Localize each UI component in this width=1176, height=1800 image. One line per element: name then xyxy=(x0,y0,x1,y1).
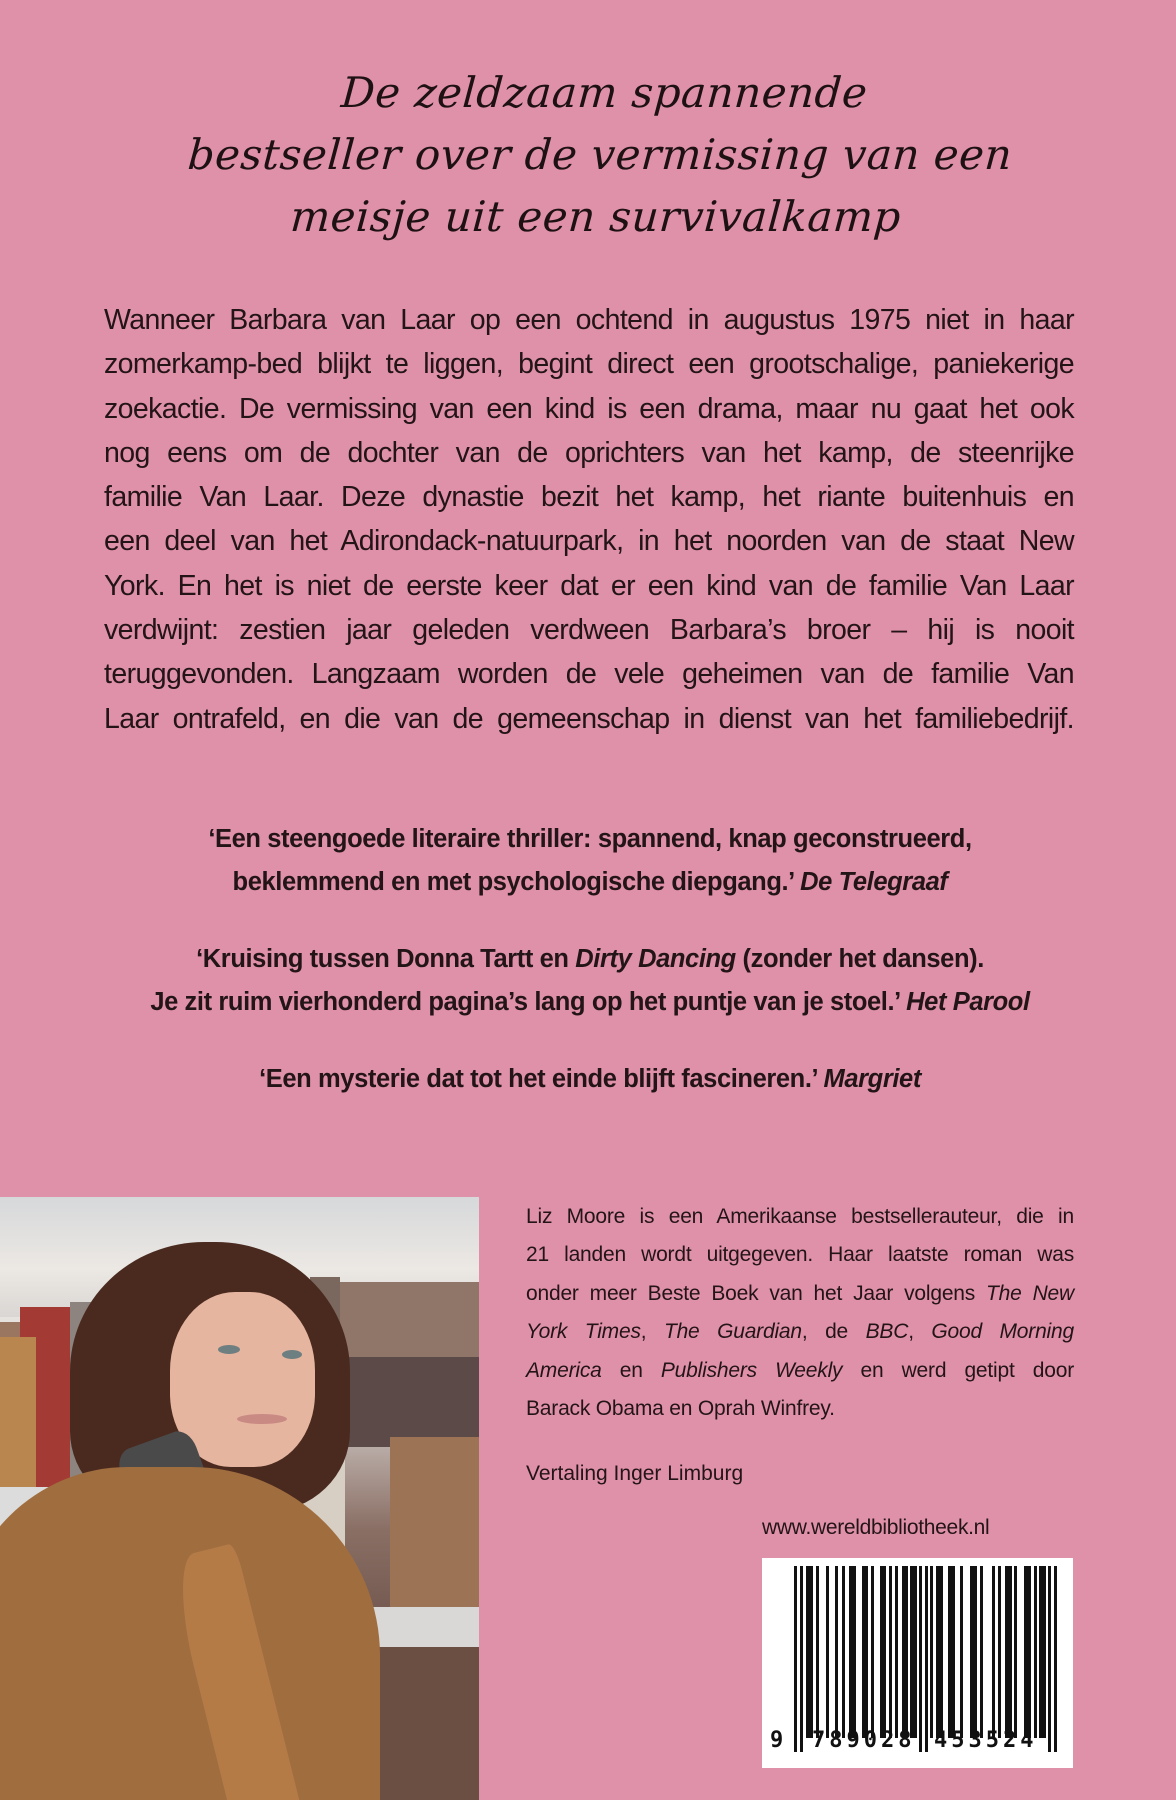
bio-line: 21 landen wordt uitgegeven. Haar laatste roman was xyxy=(526,1243,1074,1267)
press-quote-parool xyxy=(90,938,1090,1024)
quote-source: Het Parool xyxy=(906,988,1030,1016)
bio-publication: BBC xyxy=(865,1320,909,1344)
quote-text: ‘Een steengoede literaire thriller: spannend, knap geconstrueerd, xyxy=(208,825,972,853)
photo-building xyxy=(0,1337,36,1497)
publisher-website-link[interactable]: www.wereldbibliotheek.nl xyxy=(762,1516,990,1539)
quote-title: Dirty Dancing xyxy=(575,945,736,973)
quote-text: (zonder het dansen). xyxy=(735,945,984,973)
synopsis-line: Laar ontrafeld, en die van de gemeenschap in dienst van het familiebedrijf. xyxy=(104,702,1074,735)
bio-publication: The New xyxy=(986,1281,1074,1305)
synopsis-paragraph xyxy=(104,298,1074,741)
synopsis-line: zoekactie. De vermissing van een kind is een drama, maar nu gaat het ook xyxy=(104,392,1074,425)
tagline-line: De zeldzaam spannende xyxy=(339,68,870,117)
tagline-line: bestseller over de vermissing van een xyxy=(186,130,1014,179)
bio-text: onder meer Beste Boek van het Jaar volgens xyxy=(526,1281,987,1305)
bio-publication: Good Morning xyxy=(931,1320,1074,1344)
synopsis-line: York. En het is niet de eerste keer dat er een kind van de familie Van Laar xyxy=(104,569,1074,602)
quote-line xyxy=(90,1058,1090,1101)
photo-eye xyxy=(282,1350,302,1359)
quote-text: beklemmend en met psychologische diepgang.’ xyxy=(232,868,801,896)
barcode-first-digit: 9 xyxy=(770,1728,784,1753)
bio-text: en xyxy=(601,1358,661,1382)
tagline xyxy=(143,62,1056,248)
photo-eye xyxy=(218,1345,240,1354)
quote-line xyxy=(90,938,1090,981)
bio-line xyxy=(526,1352,1074,1390)
quote-source: Margriet xyxy=(823,1065,921,1093)
synopsis-line: nog eens om de dochter van de oprichters van het kamp, de steenrijke xyxy=(104,436,1074,469)
photo-mouth xyxy=(237,1414,287,1424)
press-quote-telegraaf xyxy=(90,818,1090,904)
synopsis-line: familie Van Laar. Deze dynastie bezit het kamp, het riante buitenhuis en xyxy=(104,481,1074,514)
author-bio xyxy=(526,1198,1074,1428)
bio-text: , xyxy=(640,1320,664,1344)
photo-building xyxy=(340,1357,479,1447)
quote-line xyxy=(90,861,1090,904)
author-photo xyxy=(0,1197,479,1800)
quote-text: Je zit ruim vierhonderd pagina’s lang op het puntje van je stoel.’ xyxy=(150,988,907,1016)
isbn-barcode xyxy=(762,1558,1073,1768)
bio-text: , xyxy=(908,1320,932,1344)
bio-publication: The Guardian xyxy=(663,1320,802,1344)
bio-line xyxy=(526,1313,1074,1351)
quote-line xyxy=(90,981,1090,1024)
bio-text: , de xyxy=(801,1320,866,1344)
bio-publication: York Times xyxy=(526,1320,641,1344)
bio-line: Barack Obama en Oprah Winfrey. xyxy=(526,1397,835,1421)
synopsis-line: zomerkamp-bed blijkt te liggen, begint direct een grootschalige, paniekerige xyxy=(104,348,1074,381)
press-quotes xyxy=(90,818,1090,1135)
tagline-line: meisje uit een survivalkamp xyxy=(288,192,903,241)
press-quote-margriet xyxy=(90,1058,1090,1101)
synopsis-line: een deel van het Adirondack-natuurpark, in het noorden van de staat New xyxy=(104,525,1074,558)
barcode-digits-left: 789028 xyxy=(812,1728,916,1753)
bio-text: en werd getipt door xyxy=(842,1358,1074,1382)
quote-text: ‘Kruising tussen Donna Tartt en xyxy=(196,945,576,973)
synopsis-line: teruggevonden. Langzaam worden de vele geheimen van de familie Van xyxy=(104,658,1074,691)
barcode-digits-right: 453524 xyxy=(934,1728,1038,1753)
bio-line: Liz Moore is een Amerikaanse bestsellerauteur, die in xyxy=(526,1205,1074,1228)
bio-publication: America xyxy=(526,1358,602,1382)
synopsis-line: Wanneer Barbara van Laar op een ochtend in augustus 1975 niet in haar xyxy=(104,304,1074,336)
quote-source: De Telegraaf xyxy=(800,868,948,896)
bio-line xyxy=(526,1275,1074,1313)
bio-publication: Publishers Weekly xyxy=(660,1358,843,1382)
synopsis-line: verdwijnt: zestien jaar geleden verdween Barbara’s broer – hij is nooit xyxy=(104,614,1074,647)
translator-credit: Vertaling Inger Limburg xyxy=(526,1462,744,1485)
quote-text: ‘Een mysterie dat tot het einde blijft fascineren.’ xyxy=(259,1065,824,1093)
